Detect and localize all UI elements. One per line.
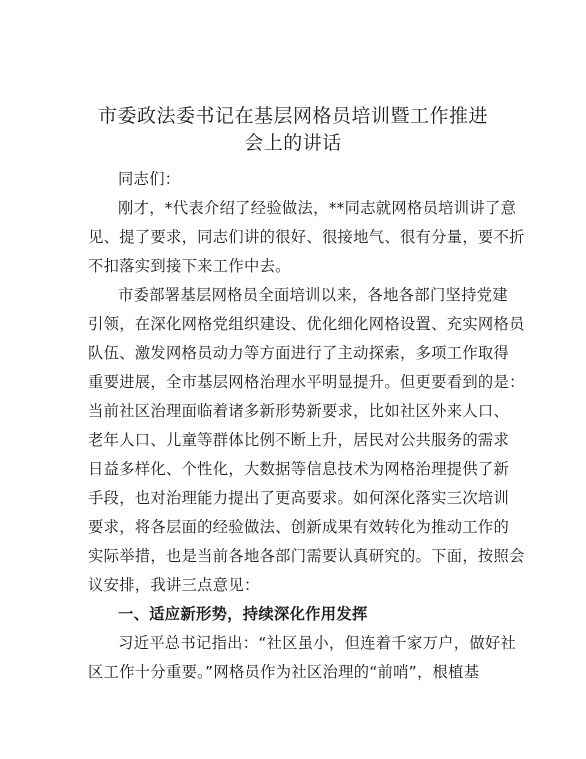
paragraph-2-line-3: 队伍、激发网格员动力等方面进行了主动探索，多项工作取得 xyxy=(88,344,510,362)
paragraph-2-line-6: 老年人口、儿童等群体比例不断上升，居民对公共服务的需求 xyxy=(88,431,510,449)
paragraph-1-line-2: 见、提了要求，同志们讲的很好、很接地气、很有分量，要不折 xyxy=(88,228,525,246)
document-title xyxy=(60,103,526,157)
paragraph-1-line-1: 刚才，*代表介绍了经验做法，**同志就网格员培训讲了意 xyxy=(118,199,517,217)
title-line-1: 市委政法委书记在基层网格员培训暨工作推进 xyxy=(97,105,488,127)
paragraph-2-line-4: 重要进展，全市基层网格治理水平明显提升。但更要看到的是： xyxy=(88,373,525,391)
document-body xyxy=(88,165,525,687)
paragraph-3-line-1: 习近平总书记指出：“社区虽小，但连着千家万户，做好社 xyxy=(118,634,517,652)
paragraph-2-line-8: 手段，也对治理能力提出了更高要求。如何深化落实三次培训 xyxy=(88,489,510,507)
section-heading-1: 一、适应新形势，持续深化作用发挥 xyxy=(118,605,368,623)
paragraph-2-line-11: 议安排，我讲三点意见： xyxy=(88,576,260,594)
paragraph-2-line-1: 市委部署基层网格员全面培训以来，各地各部门坚持党建 xyxy=(118,286,508,304)
title-line-2: 会上的讲话 xyxy=(244,132,342,154)
paragraph-2-line-9: 要求，将各层面的经验做法、创新成果有效转化为推动工作的 xyxy=(88,518,510,536)
paragraph-2-line-10: 实际举措，也是当前各地各部门需要认真研究的。下面，按照会 xyxy=(88,547,525,565)
paragraph-2-line-5: 当前社区治理面临着诸多新形势新要求，比如社区外来人口、 xyxy=(88,402,510,420)
salutation: 同志们： xyxy=(118,170,181,188)
paragraph-3-line-2: 区工作十分重要。”网格员作为社区治理的“前哨”，根植基 xyxy=(88,663,480,681)
paragraph-1-line-3: 不扣落实到接下来工作中去。 xyxy=(88,257,291,275)
paragraph-2-line-2: 引领，在深化网格党组织建设、优化细化网格设置、充实网格员 xyxy=(88,315,525,333)
paragraph-2-line-7: 日益多样化、个性化，大数据等信息技术为网格治理提供了新 xyxy=(88,460,510,478)
